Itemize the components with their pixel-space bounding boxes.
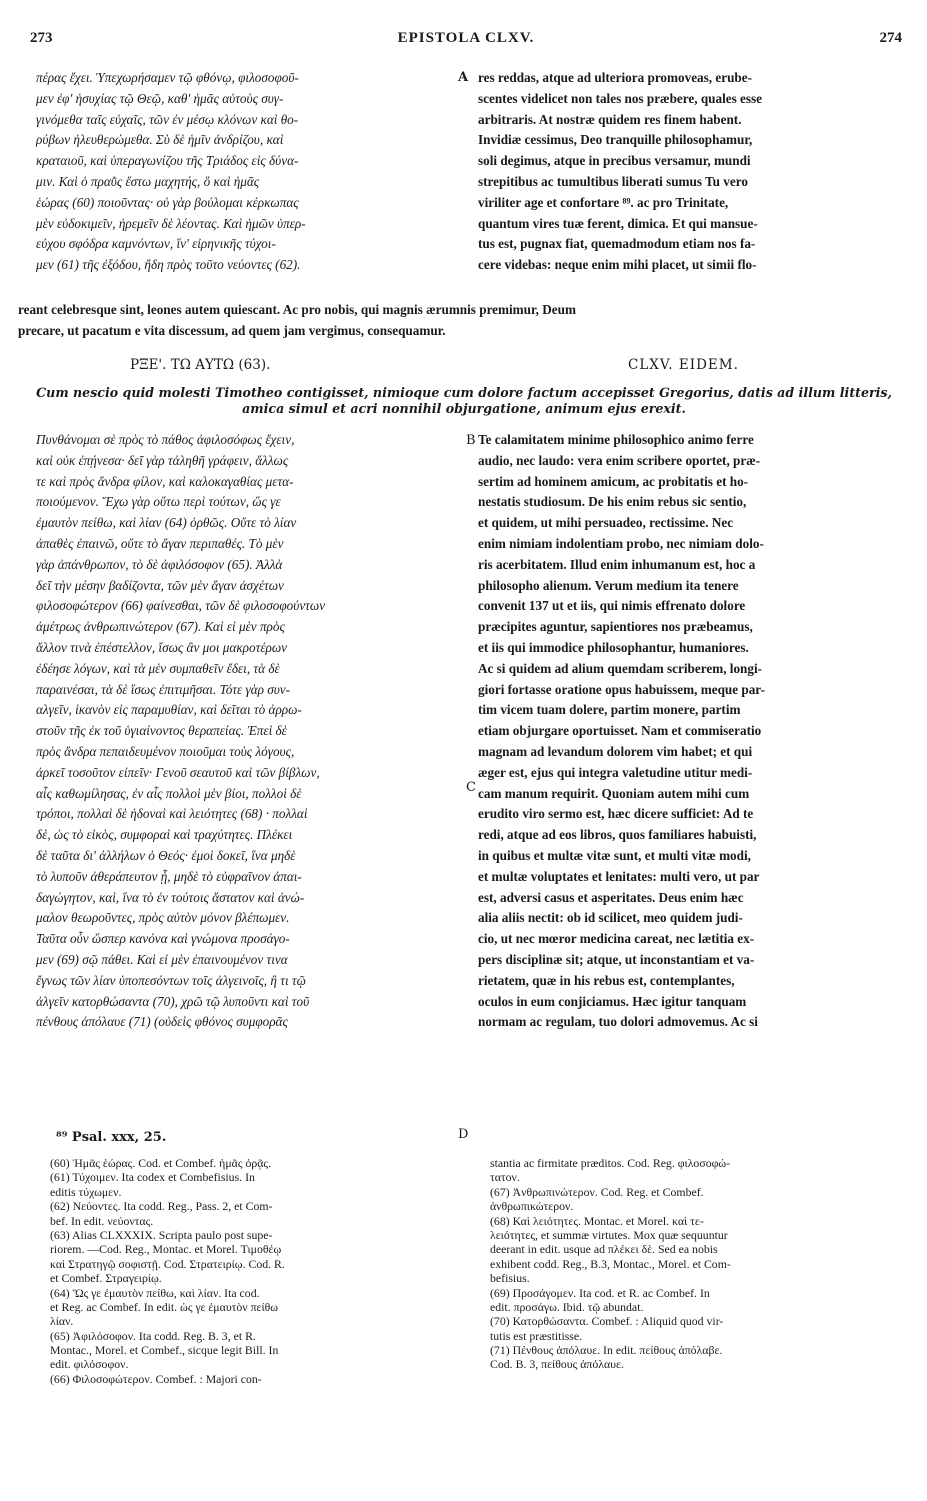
running-title: EPISTOLA CLXV.	[397, 30, 535, 46]
greek-text-line: φιλοσοφώτερον (66) φαίνεσθαι, τῶν δὲ φιλοσοφούντων	[36, 598, 326, 614]
footnote-line: λειότητες, et summæ virtutes. Mox quæ sequuntur	[490, 1227, 728, 1242]
latin-text-line: alia aliis nectit: ob id scilicet, meo quidem judi-	[478, 910, 743, 926]
greek-text-line: αλγεῖν, ἱκανὸν εἰς παραμυθίαν, καὶ δεῖται τὸ ἀρρω-	[36, 702, 302, 718]
latin-text-line: pers disciplinæ sit; atque, ut inconstantiam et va-	[478, 951, 755, 967]
footnote-line: καὶ Στρατηγῷ σοφιστῇ. Cod. Στρατειρίῳ. Cod. R.	[50, 1256, 285, 1271]
footnote-line: (65) Ἀφιλόσοφον. Ita codd. Reg. B. 3, et R.	[50, 1328, 256, 1343]
latin-text-line: est, adversi casus et asperitates. Deus enim hæc	[478, 889, 744, 905]
footnote-line: tutis est præstitisse.	[490, 1328, 583, 1343]
latin-text-line: etiam objurgare oportuisset. Nam et commiseratio	[478, 723, 762, 739]
latin-text-line: ris acerbitatem. Illud enim inhumanum est, hoc a	[478, 556, 756, 572]
latin-text-line: redi, atque ad eos libros, quos familiares habuisti,	[478, 827, 757, 843]
greek-text-line: δεῖ τὴν μέσην βαδίζοντα, τῶν μὲν ἄγαν ἀσχέτων	[36, 577, 284, 593]
margin-marker-a: A	[458, 70, 469, 85]
greek-text-line: μεν (61) τῆς ἐξόδου, ἤδη πρὸς τοῦτο νεύοντες (62).	[36, 257, 301, 273]
greek-text-line: ἔγνως τῶν λίαν ὑποπεσόντων τοῖς ἀλγεινοῖς, ἢ τι τῷ	[36, 972, 306, 988]
greek-text-line: ἑώρας (60) ποιοῦντας· οὐ γὰρ βούλομαι κέρκωπας	[36, 194, 299, 210]
footnote-line: deerant in edit. usque ad πλέκει δὲ. Sed ea nobis	[490, 1242, 718, 1257]
latin-text-line: philosopho alienum. Verum medium ita tenere	[478, 577, 739, 593]
footnote-line: et Combef. Στραγειρίῳ.	[50, 1271, 162, 1286]
greek-text-line: τρόποι, πολλαὶ δὲ ἡδοναὶ καὶ λειότητες (68) · πολλαὶ	[36, 806, 308, 822]
greek-text-line: ἀμέτρως ἀνθρωπινώτερον (67). Καὶ εἰ μὲν πρὸς	[36, 619, 285, 635]
full-width-text-line: precare, ut pacatum e vita discessum, ad quem jam vergimus, consequamur.	[18, 322, 446, 338]
latin-text-line: convenit 137 ut et iis, qui nimis effrenato dolore	[478, 598, 746, 614]
footnote-line: et Reg. ac Combef. In edit. ὡς γε ἐμαυτὸν πείθω	[50, 1299, 279, 1314]
latin-text-line: oculos in eum conjiciamus. Hæc igitur tanquam	[478, 993, 747, 1009]
greek-text-line: ποιούμενον. Ἔχω γὰρ οὕτω περὶ τούτων, ὥς γε	[36, 494, 281, 510]
greek-text-line: ἐμαυτὸν πείθω, καὶ λίαν (64) ὀρθῶς. Οὔτε τὸ λίαν	[36, 515, 297, 531]
margin-marker-d: D	[458, 1127, 469, 1142]
footnote-line: edit. φιλόσοφον.	[50, 1357, 129, 1372]
latin-text-line: quantum vires tuæ ferent, dimica. Et qui mansue-	[478, 215, 758, 231]
greek-text-line: ρύβων ἠλευθερώμεθα. Σὺ δὲ ἡμῖν ἀνδρίζου, καὶ	[36, 132, 284, 148]
greek-text-line: κραταιοῦ, καὶ ὑπεραγωνίζου τῆς Τριάδος εἰς δύνα-	[36, 153, 299, 169]
latin-text-line: giori fortasse oratione opus habuissem, meque par-	[478, 681, 766, 697]
greek-text-line: μαλον θεωροῦντες, πρὸς αὐτὸν μόνον βλέπωμεν.	[36, 910, 290, 926]
page-number-right: 274	[879, 30, 902, 46]
footnote-line: bef. In edit. νεύοντας.	[50, 1213, 154, 1228]
latin-text-line: erudito viro sermo est, hæc dicere sufficiet: Ad te	[478, 806, 754, 822]
latin-text-line: viriliter age et confortare ⁸⁹. ac pro Trinitate,	[478, 194, 729, 210]
margin-marker-b: B	[466, 433, 476, 448]
latin-text-line: scentes videlicet non tales nos præbere, quales esse	[478, 90, 763, 106]
latin-text-line: cio, ut nec mœror medicina careat, nec lætitia ex-	[478, 931, 755, 947]
greek-text-line: στοῦν τῆς ἐκ τοῦ ὑγιαίνοντος θεραπείας. Ἐπεὶ δὲ	[36, 723, 287, 739]
footnote-line: λίαν.	[50, 1314, 74, 1329]
footnote-line: (70) Κατορθώσαντα. Combef. : Aliquid quod vir-	[490, 1314, 724, 1329]
latin-text-line: præcipites aguntur, sapientiores nos præbeamus,	[478, 619, 753, 635]
latin-text-line: æger est, ejus qui integra valetudine utitur medi-	[478, 764, 753, 780]
greek-text-line: γινόμεθα ταῖς εὐχαῖς, τῶν ἐν μέσῳ κλόνων καὶ θο-	[36, 111, 299, 127]
greek-text-line: ἀρκεῖ τοσοῦτον εἰπεῖν· Γενοῦ σεαυτοῦ καὶ τῶν βίβλων,	[36, 764, 320, 780]
latin-text-line: magnam ad levandum dolorem vim habet; et qui	[478, 743, 753, 759]
latin-text-line: et multæ voluptates et lenitates: multi vero, ut par	[478, 868, 760, 884]
latin-text-line: Te calamitatem minime philosophico animo ferre	[478, 432, 754, 447]
footnote-line: ἀνθρωπικώτερον.	[490, 1199, 574, 1214]
greek-text-line: τε καὶ πρὸς ἄνδρα φίλον, καὶ καλοκαγαθίας μετα-	[36, 473, 294, 489]
latin-text-line: audio, nec laudo: vera enim scribere oportet, præ-	[478, 452, 761, 468]
footnote-line: befisius.	[490, 1271, 530, 1286]
footnote-line: (67) Ἀνθρωπινώτερον. Cod. Reg. et Combef.	[490, 1184, 704, 1199]
greek-text-line: παραινέσαι, τὰ δὲ ἴσως ἐπιτιμῆσαι. Τότε γὰρ συν-	[36, 681, 291, 697]
greek-text-line: μὲν εὐδοκιμεῖν, ἠρεμεῖν δὲ λέοντας. Καὶ ἡμῶν ὑπερ-	[36, 215, 306, 231]
latin-text-line: tim vicem tuam dolere, partim monere, partim	[478, 702, 741, 718]
latin-text-line: normam ac regulam, tuo dolori admovemus. Ac si	[478, 1014, 758, 1030]
greek-text-line: καὶ οὐκ ἐπῄνεσα· δεῖ γὰρ τἀληθῆ γράφειν, ἄλλως	[36, 452, 289, 468]
latin-text-line: rietatem, quæ in his rebus est, contemplantes,	[478, 972, 735, 988]
scripture-reference-note: ⁸⁹ Psal. xxx, 25.	[56, 1130, 167, 1145]
footnote-line: (69) Προσάγομεν. Ita cod. et R. ac Combef. In	[490, 1285, 710, 1300]
greek-text-line: μεν ἐφ' ἡσυχίας τῷ Θεῷ, καθ' ἡμᾶς αὐτοὺς συγ-	[36, 90, 284, 106]
greek-text-line: ἀλγεῖν κατορθώσαντα (70), χρῶ τῷ λυποῦντι καὶ τοῦ	[36, 993, 310, 1009]
latin-text-line: sertim ad hominem amicum, ac probitatis et ho-	[478, 473, 749, 489]
footnote-line: (63) Alias CLXXXIX. Scripta paulo post supe-	[50, 1227, 273, 1242]
letter-summary: Cum nescio quid molesti Timotheo contigisset, nimioque cum dolore factum accepisset Gregorius, datis ad illum litteris, amica simul et acri nonnihil objurgatione, animum ejus erexit.	[36, 385, 892, 416]
greek-text-line: δὲ, ὡς τὸ εἰκὸς, συμφοραὶ καὶ τραχύτητες. Πλέκει	[36, 827, 293, 843]
footnote-line: editis τύχωμεν.	[50, 1184, 122, 1199]
previous-letter-greek-column	[36, 68, 456, 276]
greek-text-line: τὸ λυποῦν ἀθεράπευτον ᾖ, μηδὲ τὸ εὐφραῖνον ἀπαι-	[36, 868, 302, 884]
latin-text-line: Invidiæ cessimus, Deo tranquille philosophamur,	[478, 132, 753, 148]
greek-text-line: πρὸς ἄνδρα πεπαιδευμένον ποιοῦμαι τοὺς λόγους,	[36, 743, 295, 759]
footnote-line: Montac., Morel. et Combef., sicque legit Bill. In	[50, 1343, 279, 1358]
footnote-line: exhibent codd. Reg., B.3, Montac., Morel. et Com-	[490, 1256, 731, 1271]
latin-text-column	[478, 430, 896, 1033]
greek-text-line: ἄλλον τινὰ ἐπέστελλον, ἴσως ἂν μοι μακροτέρων	[36, 639, 288, 655]
greek-text-line: αἷς καθωμίλησας, ἐν αἷς πολλοὶ μὲν βίοι, πολλοὶ δὲ	[36, 785, 302, 801]
footnote-line: edit. προσάγω. Ibid. τῷ abundat.	[490, 1299, 644, 1314]
latin-text-line: tus est, pugnax fiat, quemadmodum etiam nos fa-	[478, 236, 756, 252]
footnote-line: (61) Τύχοιμεν. Ita codex et Combefisius. In	[50, 1170, 255, 1185]
greek-text-line: ἀπαθὲς ἐπαινῶ, οὔτε τὸ ἄγαν περιπαθές. Τὸ μὲν	[36, 535, 284, 551]
greek-text-line: Ταῦτα οὖν ὥσπερ κανόνα καὶ γνώμονα προσάγο-	[36, 931, 290, 947]
latin-text-line: res reddas, atque ad ulteriora promoveas, erube-	[478, 70, 752, 85]
footnote-line: riorem. —Cod. Reg., Montac. et Morel. Τιμοθέῳ	[50, 1242, 282, 1257]
latin-text-line: strepitibus ac tumultibus liberati sumus Tu vero	[478, 173, 748, 189]
greek-text-line: δὲ ταῦτα δι' ἀλλήλων ὁ Θεός· ἐμοὶ δοκεῖ, ἵνα μηδὲ	[36, 847, 296, 863]
greek-text-line: ἐδέησε λόγων, καὶ τὰ μὲν συμπαθεῖν ἔδει, τὰ δὲ	[36, 660, 280, 676]
greek-text-line: μιν. Καὶ ὁ πραῢς ἔστω μαχητής, ὃ καὶ ἡμᾶς	[36, 173, 260, 189]
full-width-text-line: reant celebresque sint, leones autem quiescant. Ac pro nobis, qui magnis ærumnis premimur, Deum	[18, 302, 576, 317]
greek-text-line: Πυνθάνομαι σὲ πρὸς τὸ πάθος ἀφιλοσόφως ἔχειν,	[36, 432, 295, 447]
margin-marker-c: C	[466, 780, 476, 795]
greek-text-line: μεν (69) σῷ πάθει. Καὶ εἰ μὲν ἐπαινουμένον τινα	[36, 951, 288, 967]
latin-text-line: et quidem, ut mihi persuadeo, rectissime. Nec	[478, 515, 734, 531]
latin-text-line: enim nimiam indolentiam probo, nec nimiam dolo-	[478, 535, 764, 551]
footnote-line: stantia ac firmitate præditos. Cod. Reg. φιλοσοφώ-	[490, 1156, 731, 1170]
footnote-line: (66) Φιλοσοφώτερον. Combef. : Majori con-	[50, 1371, 262, 1386]
running-header	[30, 30, 902, 52]
page-number-left: 273	[30, 30, 53, 46]
latin-text-line: arbitraris. At nostræ quidem res finem habent.	[478, 111, 742, 127]
previous-letter-full-width-text	[18, 300, 898, 342]
latin-text-line: cere videbas: neque enim mihi placet, ut simii flo-	[478, 257, 757, 273]
footnote-line: (68) Καὶ λειότητες. Montac. et Morel. καὶ τε-	[490, 1213, 704, 1228]
greek-text-line: δαγώγητον, καὶ, ἵνα τὸ ἐν τούτοις ἄστατον καὶ ἀνώ-	[36, 889, 305, 905]
footnotes-left-column	[50, 1156, 450, 1386]
footnote-line: (60) Ἡμᾶς ἑώρας. Cod. et Combef. ἡμᾶς ὁρᾷς.	[50, 1156, 272, 1170]
latin-letter-title: CLXV. EIDEM.	[628, 357, 739, 373]
previous-letter-latin-column	[478, 68, 896, 276]
greek-text-line: γὰρ ἀπάνθρωπον, τὸ δὲ ἀφιλόσοφον (65). Ἀλλὰ	[36, 556, 283, 572]
latin-text-line: et iis qui immodice philosophantur, humaniores.	[478, 639, 749, 655]
footnotes-right-column	[490, 1156, 896, 1372]
footnote-line: τατον.	[490, 1170, 520, 1185]
footnote-line: (64) Ὥς γε ἐμαυτὸν πείθω, καὶ λίαν. Ita cod.	[50, 1285, 260, 1300]
greek-text-line: πέρας ἔχει. Ὑπεχωρήσαμεν τῷ φθόνῳ, φιλοσοφοῦ-	[36, 70, 299, 85]
latin-text-line: soli degimus, atque in precibus versamur, mundi	[478, 153, 751, 169]
footnote-line: (62) Νεύοντες. Ita codd. Reg., Pass. 2, et Com-	[50, 1199, 273, 1214]
greek-letter-title: ΡΞΕ'. ΤΩ ΑΥΤΩ (63).	[130, 357, 271, 373]
greek-text-line: εὐχου σφόδρα καμνόντων, ἵν' εἰρηνικῆς τύχοι-	[36, 236, 276, 252]
latin-text-line: in quibus et multæ vitæ sunt, et multi vitæ modi,	[478, 847, 751, 863]
greek-text-line: πένθους ἀπόλαυε (71) (οὐδεὶς φθόνος συμφορᾶς	[36, 1014, 288, 1030]
latin-text-line: Ac si quidem ad alium quemdam scriberem, longi-	[478, 660, 763, 676]
footnote-line: Cod. B. 3, πείθους ἀπόλαυε.	[490, 1357, 624, 1372]
latin-text-line: nestatis studiosum. De his enim rebus sic sentio,	[478, 494, 747, 510]
footnote-line: (71) Πένθους ἀπόλαυε. In edit. πείθους ἀπόλαβε.	[490, 1343, 723, 1358]
greek-text-column	[36, 430, 456, 1033]
latin-text-line: cam manum requirit. Quoniam autem mihi cum	[478, 785, 750, 801]
